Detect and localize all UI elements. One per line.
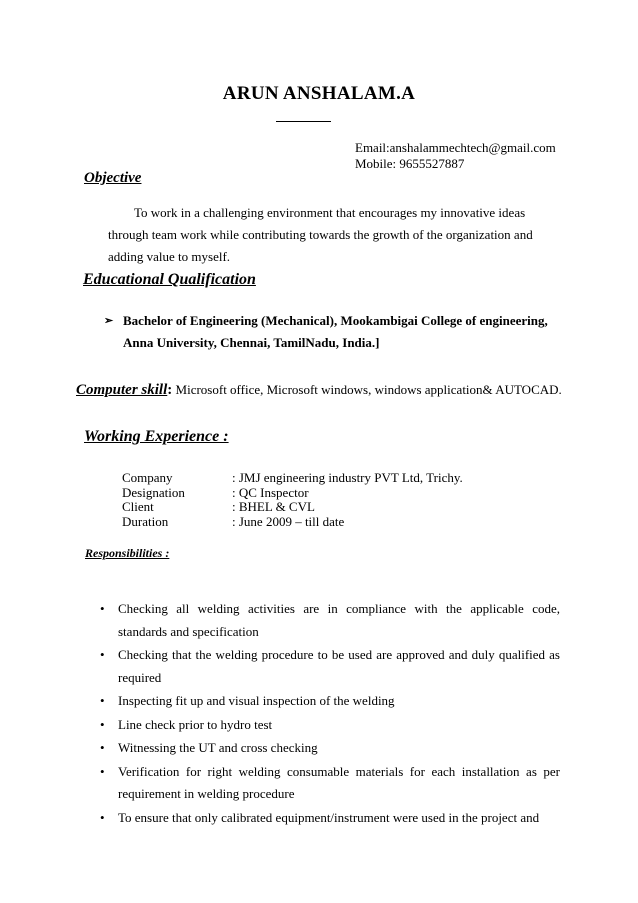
list-item xyxy=(98,807,560,830)
list-item-text: Verification for right welding consumable materials for each installation as per requirement in welding procedure xyxy=(118,763,560,801)
objective-paragraph xyxy=(108,202,533,268)
mobile-text: Mobile: 9655527887 xyxy=(355,156,465,171)
responsibilities-list xyxy=(98,598,560,830)
computer-skill-label: Computer skill xyxy=(76,382,168,398)
education-line: Bachelor of Engineering (Mechanical), Mookambigai College of engineering, xyxy=(123,313,548,328)
experience-label: Designation xyxy=(122,484,185,500)
list-item xyxy=(98,690,560,713)
responsibilities-heading: Responsibilities : xyxy=(85,546,170,560)
bullet-icon: • xyxy=(100,716,105,732)
contact-block xyxy=(355,140,556,172)
experience-value: : BHEL & CVL xyxy=(232,499,315,514)
experience-label: Duration xyxy=(122,513,169,529)
computer-skill-line xyxy=(76,382,562,399)
bullet-icon: • xyxy=(100,693,105,708)
objective-heading: Objective xyxy=(84,170,142,186)
computer-skill-colon: : xyxy=(167,382,173,398)
table-row xyxy=(122,515,463,530)
objective-line: through team work while contributing towards the growth of the organization and xyxy=(108,227,533,242)
bullet-icon: • xyxy=(100,809,105,825)
experience-label: Client xyxy=(122,499,154,514)
objective-line: adding value to myself. xyxy=(108,249,231,264)
list-item xyxy=(98,598,560,643)
experience-value: : QC Inspector xyxy=(232,484,309,500)
education-heading: Educational Qualification xyxy=(83,271,256,288)
education-item xyxy=(104,310,548,354)
list-item-text: To ensure that only calibrated equipment/instrument were used in the project and xyxy=(118,809,540,825)
candidate-name: ARUN ANSHALAM.A xyxy=(222,83,416,104)
experience-table xyxy=(122,471,463,529)
table-row xyxy=(122,500,463,515)
list-item xyxy=(98,737,560,760)
list-item-text: Witnessing the UT and cross checking xyxy=(118,740,318,755)
experience-value: : JMJ engineering industry PVT Ltd, Trichy. xyxy=(232,470,463,485)
computer-skill-text: Microsoft office, Microsoft windows, windows application& AUTOCAD. xyxy=(172,382,562,397)
bullet-icon: • xyxy=(100,763,105,779)
list-item xyxy=(98,761,560,806)
list-item-text: Line check prior to hydro test xyxy=(118,716,273,732)
objective-line: To work in a challenging environment that encourages my innovative ideas xyxy=(134,205,526,220)
bullet-icon: • xyxy=(100,601,105,616)
title-underline xyxy=(276,121,331,122)
experience-value: : June 2009 – till date xyxy=(232,513,345,529)
list-item-text: Inspecting fit up and visual inspection of the welding xyxy=(118,693,395,708)
bullet-icon: • xyxy=(100,740,105,755)
list-item-text: Checking that the welding procedure to be used are approved and duly qualified as required xyxy=(118,647,560,685)
list-item xyxy=(98,644,560,689)
table-row xyxy=(122,486,463,501)
bullet-icon: • xyxy=(100,647,105,662)
experience-label: Company xyxy=(122,470,173,485)
table-row xyxy=(122,471,463,486)
arrow-bullet-icon: ➢ xyxy=(104,315,114,327)
experience-heading: Working Experience : xyxy=(84,428,229,445)
list-item xyxy=(98,714,560,737)
email-text: Email:anshalammechtech@gmail.com xyxy=(355,140,556,155)
list-item-text: Checking all welding activities are in compliance with the applicable code, standards and specification xyxy=(118,601,560,639)
education-line: Anna University, Chennai, TamilNadu, India.] xyxy=(123,335,380,350)
